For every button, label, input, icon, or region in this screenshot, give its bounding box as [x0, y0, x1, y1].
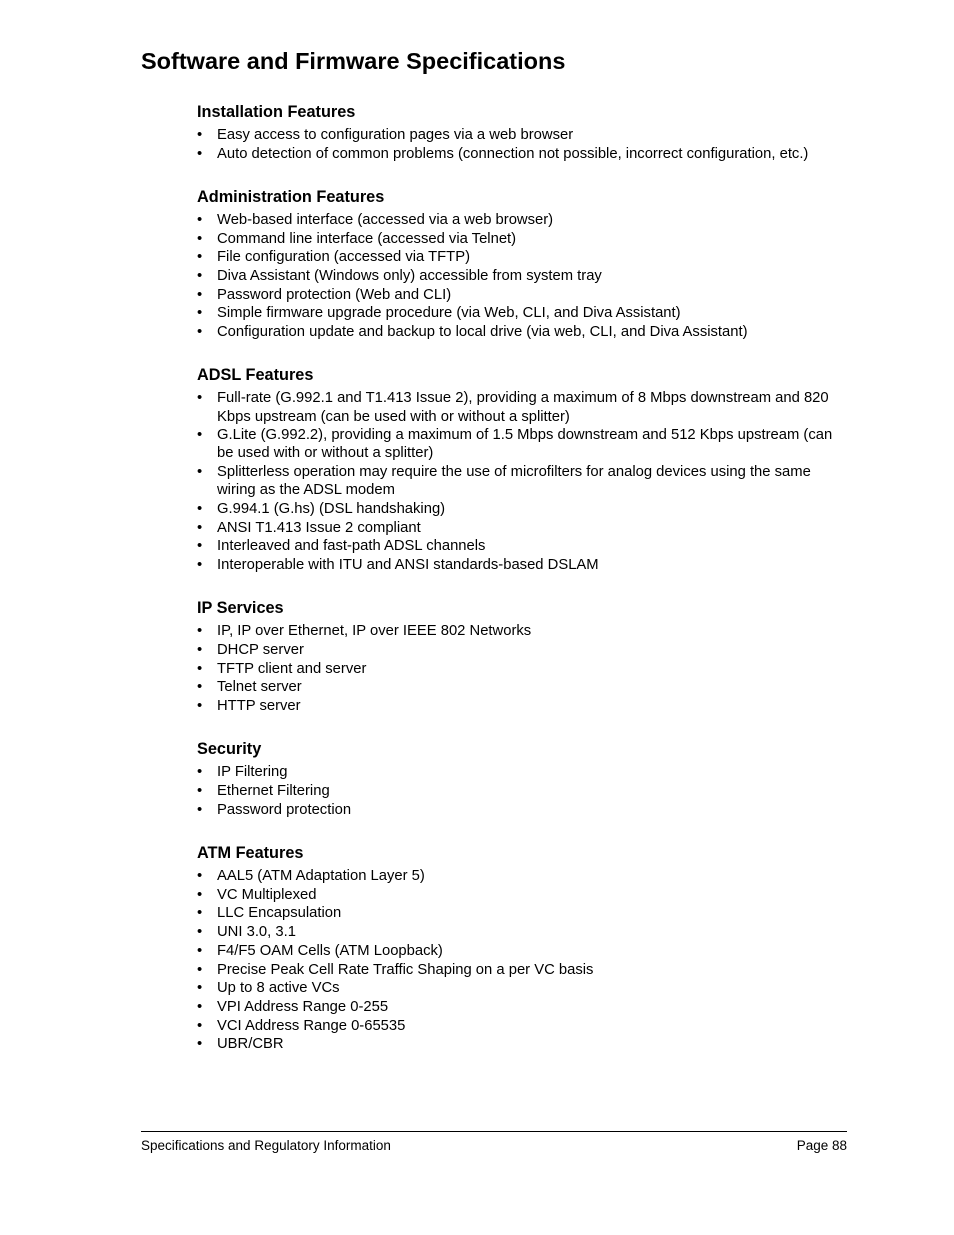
section-heading: Installation Features — [197, 103, 356, 121]
list-item: • IP, IP over Ethernet, IP over IEEE 802 Networks — [197, 622, 849, 640]
list-item: • Telnet server — [197, 678, 849, 696]
list-item: • Password protection — [197, 801, 849, 819]
bullet-list — [197, 211, 849, 341]
list-item: • Configuration update and backup to local drive (via web, CLI, and Diva Assistant) — [197, 323, 849, 341]
bullet-list — [197, 867, 849, 1054]
page-title: Software and Firmware Specifications — [141, 48, 566, 74]
page-number: Page 88 — [796, 1138, 847, 1153]
list-item: • LLC Encapsulation — [197, 904, 849, 922]
bullet-list — [197, 622, 849, 715]
list-item: • Web-based interface (accessed via a web browser) — [197, 211, 849, 229]
section-adsl-features — [197, 364, 849, 574]
list-item: • Interleaved and fast-path ADSL channels — [197, 537, 849, 555]
bullet-list — [197, 126, 849, 163]
list-item: • DHCP server — [197, 641, 849, 659]
list-item: • Precise Peak Cell Rate Traffic Shaping on a per VC basis — [197, 961, 849, 979]
bullet-list — [197, 763, 849, 819]
section-heading: IP Services — [197, 599, 284, 618]
list-item: • IP Filtering — [197, 763, 849, 781]
list-item: • VCI Address Range 0-65535 — [197, 1017, 849, 1035]
document-body — [197, 101, 849, 1077]
list-item: • F4/F5 OAM Cells (ATM Loopback) — [197, 942, 849, 960]
footer-document-title: Specifications and Regulatory Information — [141, 1138, 391, 1153]
list-item: • HTTP server — [197, 697, 849, 715]
list-item: • File configuration (accessed via TFTP) — [197, 248, 849, 266]
list-item: • Interoperable with ITU and ANSI standards-based DSLAM — [197, 556, 849, 574]
bullet-list — [197, 389, 849, 574]
list-item: • AAL5 (ATM Adaptation Layer 5) — [197, 867, 849, 885]
list-item: • G.Lite (G.992.2), providing a maximum of 1.5 Mbps downstream and 512 Kbps upstream (can be used with or without a splitter) — [197, 426, 849, 462]
list-item: • Simple firmware upgrade procedure (via Web, CLI, and Diva Assistant) — [197, 304, 849, 322]
list-item: • VPI Address Range 0-255 — [197, 998, 849, 1016]
list-item: • VC Multiplexed — [197, 886, 849, 904]
list-item: • G.994.1 (G.hs) (DSL handshaking) — [197, 500, 849, 518]
list-item: • Password protection (Web and CLI) — [197, 286, 849, 304]
list-item: • Easy access to configuration pages via a web browser — [197, 126, 849, 144]
list-item: • Diva Assistant (Windows only) accessible from system tray — [197, 267, 849, 285]
list-item: • UBR/CBR — [197, 1035, 849, 1053]
list-item: • Ethernet Filtering — [197, 782, 849, 800]
section-administration-features — [197, 186, 849, 341]
section-atm-features — [197, 842, 849, 1054]
list-item: • Full-rate (G.992.1 and T1.413 Issue 2), providing a maximum of 8 Mbps downstream and 820 Kbps upstream (can be used with or without a splitter) — [197, 389, 849, 425]
section-heading: Administration Features — [197, 187, 385, 206]
list-item: • Splitterless operation may require the use of microfilters for analog devices using the same wiring as the ADSL modem — [197, 463, 849, 499]
section-installation-features — [197, 101, 849, 163]
list-item: • Auto detection of common problems (connection not possible, incorrect configuration, etc.) — [197, 145, 849, 163]
list-item: • ANSI T1.413 Issue 2 compliant — [197, 519, 849, 537]
list-item: • UNI 3.0, 3.1 — [197, 923, 849, 941]
list-item: • Command line interface (accessed via Telnet) — [197, 230, 849, 248]
section-ip-services — [197, 597, 849, 715]
section-heading: ADSL Features — [197, 366, 314, 385]
section-security — [197, 738, 849, 819]
list-item: • TFTP client and server — [197, 660, 849, 678]
list-item: • Up to 8 active VCs — [197, 979, 849, 997]
footer-divider — [141, 1131, 847, 1132]
section-heading: Security — [197, 740, 262, 759]
section-heading: ATM Features — [197, 843, 304, 862]
